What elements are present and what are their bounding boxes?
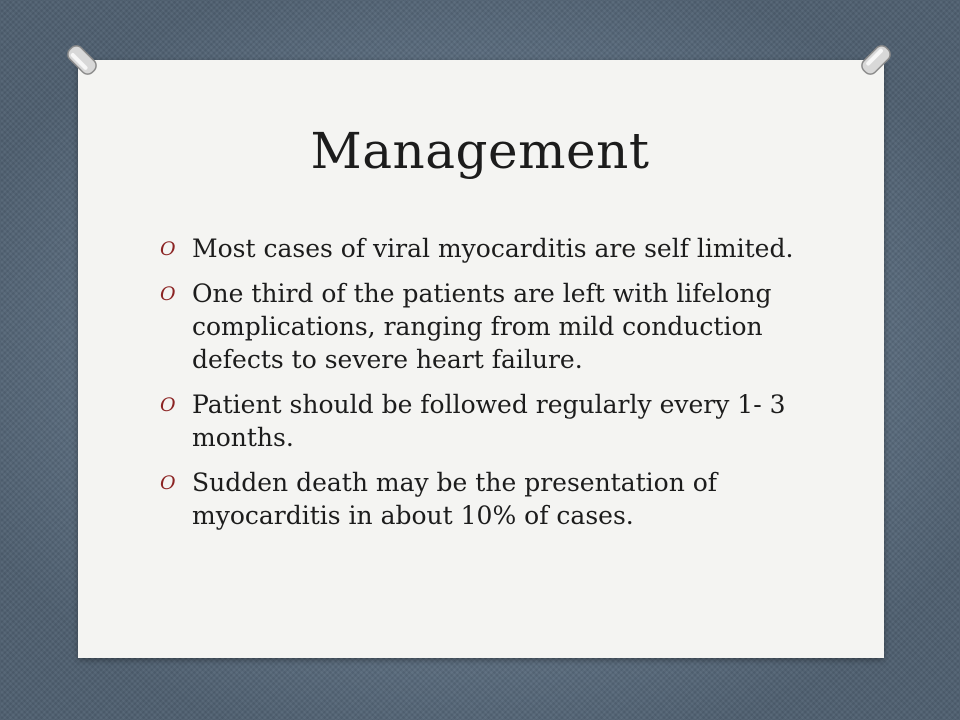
pushpin-icon: [62, 40, 102, 80]
bullet-marker: O: [160, 472, 176, 494]
pushpin-icon: [856, 40, 896, 80]
bullet-marker: O: [160, 283, 176, 305]
bullet-text: Most cases of viral myocarditis are self limited.: [192, 234, 794, 263]
bullet-text: One third of the patients are left with lifelong complications, ranging from mild conduction defects to severe heart failure.: [192, 279, 772, 374]
slide-title: Management: [310, 122, 650, 180]
bullet-marker: O: [160, 394, 176, 416]
bullet-list: [160, 232, 820, 544]
bullet-text: Sudden death may be the presentation of myocarditis in about 10% of cases.: [192, 468, 718, 530]
bullet-item: [160, 232, 820, 265]
bullet-text: Patient should be followed regularly every 1- 3 months.: [192, 390, 786, 452]
bullet-item: [160, 466, 820, 532]
bullet-marker: O: [160, 238, 176, 260]
bullet-item: [160, 277, 820, 376]
bullet-item: [160, 388, 820, 454]
